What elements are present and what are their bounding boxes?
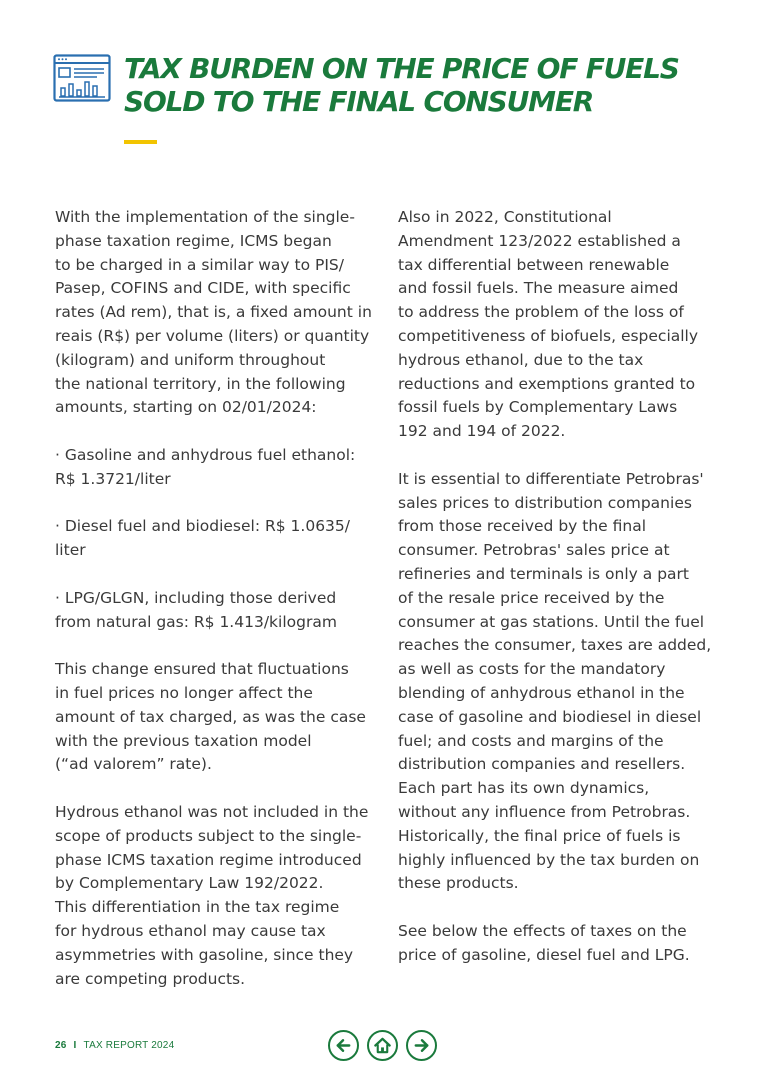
text-line: blending of anhydrous ethanol in the — [398, 683, 685, 702]
text-line: liter — [55, 541, 86, 560]
text-line: reais (R$) per volume (liters) or quantity — [55, 326, 370, 345]
paragraph-petrobras-prices — [398, 468, 718, 896]
text-line: sales prices to distribution companies — [398, 493, 692, 512]
text-line: for hydrous ethanol may cause tax — [55, 921, 326, 940]
report-title: TAX REPORT 2024 — [83, 1040, 175, 1051]
text-line: and fossil fuels. The measure aimed — [398, 279, 679, 298]
page-title — [124, 52, 679, 118]
text-line: distribution companies and resellers. — [398, 755, 686, 774]
right-column — [398, 206, 718, 968]
text-line: (“ad valorem” rate). — [55, 755, 212, 774]
text-line: in fuel prices no longer affect the — [55, 683, 313, 702]
title-line-1: TAX BURDEN ON THE PRICE OF FUELS — [124, 52, 679, 85]
text-line: from natural gas: R$ 1.413/kilogram — [55, 612, 337, 631]
page-navigation — [328, 1030, 437, 1061]
dashboard-chart-icon — [53, 54, 111, 102]
footer-separator: I — [73, 1040, 77, 1051]
bullet-lpg — [55, 587, 375, 635]
paragraph-single-phase-regime — [55, 206, 375, 420]
text-line: competitiveness of biofuels, especially — [398, 326, 699, 345]
title-line-2: SOLD TO THE FINAL CONSUMER — [124, 85, 594, 118]
text-line: · Gasoline and anhydrous fuel ethanol: — [55, 445, 356, 464]
left-column — [55, 206, 375, 991]
text-line: 192 and 194 of 2022. — [398, 422, 566, 441]
page-number: 26 — [55, 1040, 67, 1051]
page-footer — [55, 1040, 174, 1051]
text-line: refineries and terminals is only a part — [398, 564, 689, 583]
text-line: See below the effects of taxes on the — [398, 921, 687, 940]
text-line: · LPG/GLGN, including those derived — [55, 588, 337, 607]
text-line: Hydrous ethanol was not included in the — [55, 802, 369, 821]
text-line: the national territory, in the following — [55, 374, 346, 393]
bullet-gasoline — [55, 444, 375, 492]
text-line: without any influence from Petrobras. — [398, 802, 691, 821]
text-line: (kilogram) and uniform throughout — [55, 350, 326, 369]
text-line: With the implementation of the single- — [55, 208, 355, 226]
text-line: phase taxation regime, ICMS began — [55, 231, 332, 250]
text-line: reaches the consumer, taxes are added, — [398, 636, 712, 655]
text-line: to be charged in a similar way to PIS/ — [55, 255, 344, 274]
text-line: It is essential to differentiate Petrobras' — [398, 469, 704, 488]
text-line: amounts, starting on 02/01/2024: — [55, 398, 317, 417]
text-line: of the resale price received by the — [398, 588, 665, 607]
text-line: fossil fuels by Complementary Laws — [398, 398, 678, 417]
text-line: R$ 1.3721/liter — [55, 469, 171, 488]
text-line: consumer at gas stations. Until the fuel — [398, 612, 705, 631]
bullet-diesel — [55, 515, 375, 563]
text-line: to address the problem of the loss of — [398, 303, 684, 322]
previous-page-button[interactable] — [328, 1030, 359, 1061]
text-line: scope of products subject to the single- — [55, 826, 362, 845]
paragraph-hydrous-ethanol — [55, 801, 375, 991]
paragraph-price-fluctuations — [55, 658, 375, 777]
arrow-left-icon — [334, 1036, 353, 1055]
text-line: as well as costs for the mandatory — [398, 660, 666, 679]
home-button[interactable] — [367, 1030, 398, 1061]
text-line: reductions and exemptions granted to — [398, 374, 696, 393]
text-line: case of gasoline and biodiesel in diesel — [398, 707, 702, 726]
text-line: from those received by the final — [398, 517, 647, 536]
text-line: This change ensured that fluctuations — [55, 660, 349, 679]
text-line: Amendment 123/2022 established a — [398, 231, 681, 250]
text-line: price of gasoline, diesel fuel and LPG. — [398, 945, 690, 964]
text-line: rates (Ad rem), that is, a fixed amount in — [55, 303, 372, 322]
text-line: · Diesel fuel and biodiesel: R$ 1.0635/ — [55, 517, 351, 536]
next-page-button[interactable] — [406, 1030, 437, 1061]
title-accent-bar — [124, 140, 157, 144]
text-line: are competing products. — [55, 969, 246, 988]
text-line: consumer. Petrobras' sales price at — [398, 541, 670, 560]
text-line: tax differential between renewable — [398, 255, 670, 274]
home-icon — [373, 1036, 392, 1055]
text-line: Also in 2022, Constitutional — [398, 208, 612, 226]
text-line: hydrous ethanol, due to the tax — [398, 350, 644, 369]
text-line: highly influenced by the tax burden on — [398, 850, 700, 869]
text-line: fuel; and costs and margins of the — [398, 731, 664, 750]
paragraph-see-below — [398, 920, 718, 968]
text-line: Historically, the final price of fuels is — [398, 826, 681, 845]
text-line: by Complementary Law 192/2022. — [55, 874, 324, 893]
text-line: Pasep, COFINS and CIDE, with specific — [55, 279, 351, 298]
text-line: Each part has its own dynamics, — [398, 779, 650, 798]
text-line: phase ICMS taxation regime introduced — [55, 850, 362, 869]
text-line: amount of tax charged, as was the case — [55, 707, 366, 726]
text-line: these products. — [398, 874, 519, 893]
text-line: asymmetries with gasoline, since they — [55, 945, 354, 964]
arrow-right-icon — [412, 1036, 431, 1055]
paragraph-constitutional-amendment — [398, 206, 718, 444]
text-line: with the previous taxation model — [55, 731, 312, 750]
text-line: This differentiation in the tax regime — [55, 898, 340, 917]
